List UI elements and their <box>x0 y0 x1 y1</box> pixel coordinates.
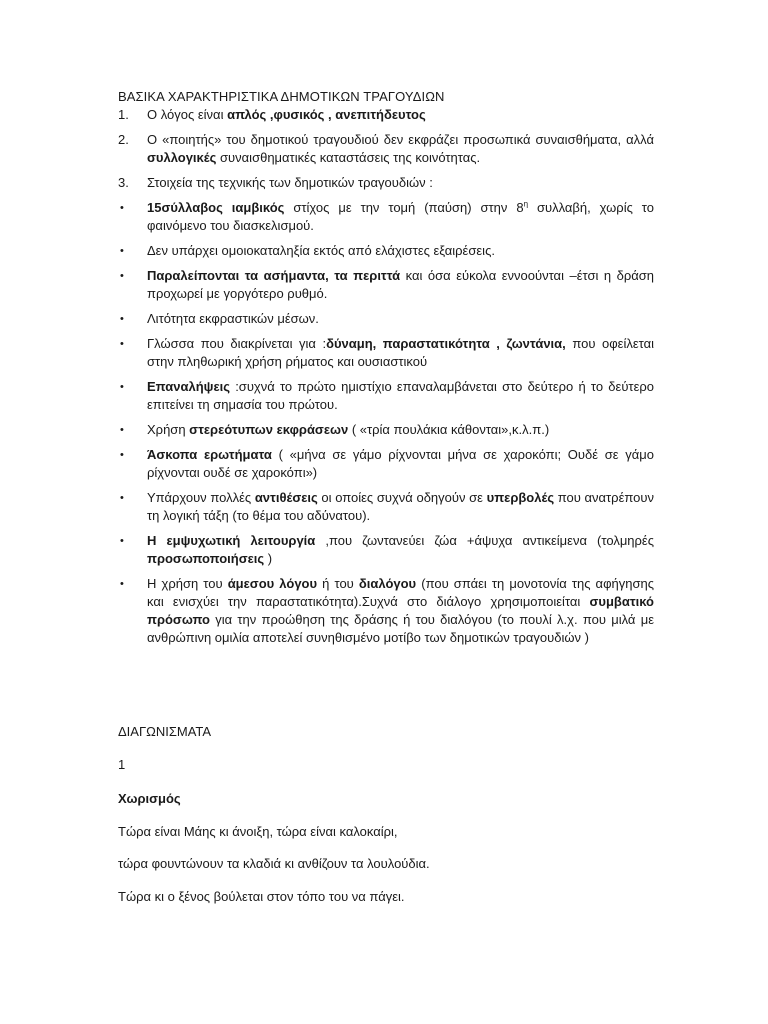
bullet-item: • Άσκοπα ερωτήματα ( «μήνα σε γάμο ρίχνονται μήνα σε χαροκόπι; Ουδέ σε γάμο ρίχνονται ουδέ σε χαροκόπι») <box>120 447 655 480</box>
bullet-icon: • <box>120 578 124 590</box>
poem-line: Τώρα κι ο ξένος βούλεται στον τόπο του να πάγει. <box>118 889 405 904</box>
list-number: 1. <box>118 107 129 122</box>
bullet-icon: • <box>120 202 124 214</box>
bullet-item: • Υπάρχουν πολλές αντιθέσεις οι οποίες συχνά οδηγούν σε υπερβολές που ανατρέπουν τη λογική τάξη (το θέμα του αδύνατου). <box>120 490 654 523</box>
section-number: 1 <box>118 757 126 772</box>
bullet-item: • Λιτότητα εκφραστικών μέσων. <box>120 311 319 326</box>
bullet-icon: • <box>120 381 124 393</box>
bullet-icon: • <box>120 424 124 436</box>
numbered-item-2: 2. Ο «ποιητής» του δημοτικού τραγουδιού δεν εκφράζει προσωπικά συναισθήματα, αλλά συλλογικές συναισθηματικές καταστάσεις της κοινότητας. <box>118 132 654 165</box>
poem-line: Τώρα είναι Μάης κι άνοιξη, τώρα είναι καλοκαίρι, <box>118 824 398 839</box>
numbered-item-1: 1. Ο λόγος είναι απλός ,φυσικός , ανεπιτήδευτος <box>118 107 426 122</box>
section-heading: ΔΙΑΓΩΝΙΣΜΑΤΑ <box>118 724 212 739</box>
bullet-item: • Χρήση στερεότυπων εκφράσεων ( «τρία πουλάκια κάθονται»,κ.λ.π.) <box>120 422 550 437</box>
bullet-icon: • <box>120 245 124 257</box>
document-title: ΒΑΣΙΚΑ ΧΑΡΑΚΤΗΡΙΣΤΙΚΑ ΔΗΜΟΤΙΚΩΝ ΤΡΑΓΟΥΔΙΩΝ <box>118 89 445 104</box>
bullet-item: • Γλώσσα που διακρίνεται για :δύναμη, παραστατικότητα , ζωντάνια, που οφείλεται στην πληθωρική χρήση ρήματος και ουσιαστικού <box>120 336 654 369</box>
bullet-icon: • <box>120 270 124 282</box>
characteristics-list <box>118 106 654 654</box>
poem-line: τώρα φουντώνουν τα κλαδιά κι ανθίζουν τα λουλούδια. <box>118 856 430 871</box>
bullet-item: • Η εμψυχωτική λειτουργία ,που ζωντανεύει ζώα +άψυχα αντικείμενα (τολμηρές προσωποποιήσεις ) <box>120 533 654 566</box>
numbered-item-3: 3. Στοιχεία της τεχνικής των δημοτικών τραγουδιών : <box>118 175 433 190</box>
poem-title: Χωρισμός <box>118 791 181 806</box>
bullet-icon: • <box>120 338 124 350</box>
bullet-icon: • <box>120 313 124 325</box>
bullet-item: • 15σύλλαβος ιαμβικός στίχος με την τομή (παύση) στην $8^\eta$ συλλαβή, χωρίς το φαινόμενο του διασκελισμού. <box>120 199 654 233</box>
bullet-item: • Δεν υπάρχει ομοιοκαταληξία εκτός από ελάχιστες εξαιρέσεις. <box>120 243 495 258</box>
list-number: 2. <box>118 132 129 147</box>
bullet-icon: • <box>120 449 124 461</box>
bullet-item: • Παραλείπονται τα ασήμαντα, τα περιττά και όσα εύκολα εννοούνται –έτσι η δράση προχωρεί με γοργότερο ρυθμό. <box>120 268 654 301</box>
bullet-icon: • <box>120 492 124 504</box>
list-number: 3. <box>118 175 129 190</box>
bullet-icon: • <box>120 535 124 547</box>
bullet-item: • Η χρήση του άμεσου λόγου ή του διαλόγου (που σπάει τη μονοτονία της αφήγησης και ενισχύει την παραστατικότητα).Συχνά στο διάλογο χρησιμοποιείται συμβατικό πρόσωπο για την προώθηση της δράσης ή του διαλόγου (το πουλί λ.χ. που μιλά με ανθρώπινη ομιλία αποτελεί συνηθισμένο μοτίβο των δημοτικών τραγουδιών ) <box>120 576 654 645</box>
bullet-item: • Επαναλήψεις :συχνά το πρώτο ημιστίχιο επαναλαμβάνεται στο δεύτερο ή το δεύτερο επιτείνει τη σημασία του πρώτου. <box>120 379 654 412</box>
